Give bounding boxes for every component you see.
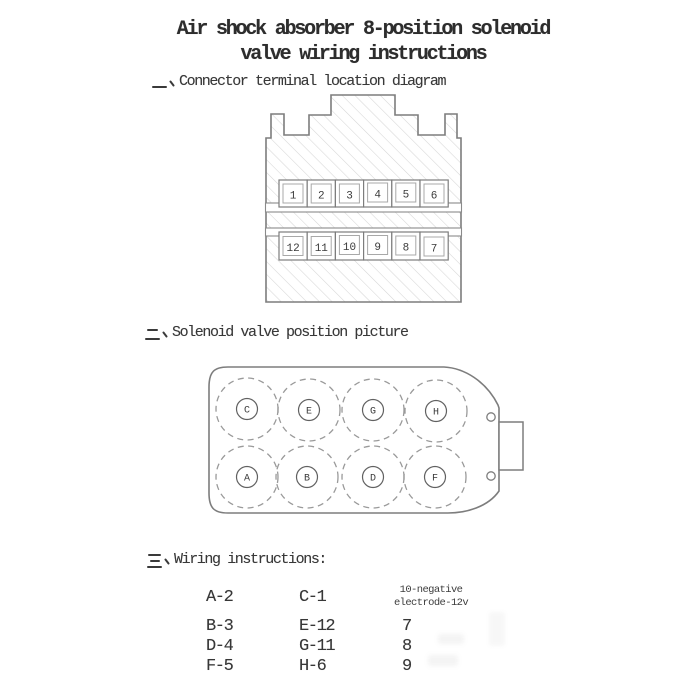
terminal-number: 11 [314,243,328,255]
section-three-heading [147,551,326,568]
terminal-number: 6 [430,190,438,203]
terminal-cell [335,232,363,260]
terminal-cell [392,180,420,207]
wiring-terminal: 8 [402,637,411,656]
wiring-pair: F-5 [206,657,233,676]
terminal-number: 5 [402,189,410,202]
valve-port-letter: G [369,406,377,418]
cjk-numeral-two-icon [145,327,160,341]
terminal-number: 9 [374,242,382,254]
terminal-number: 8 [402,242,410,255]
main-title [73,17,653,67]
mounting-hole [487,472,495,480]
terminal-number: 7 [430,243,438,256]
terminal-cell [364,232,392,260]
ideographic-comma-icon [163,554,171,568]
section-one-title: Connector terminal location diagram [179,73,446,90]
terminal-cell [420,180,448,207]
wiring-note [389,584,473,609]
terminal-number: 2 [317,190,325,203]
valve-diagram [206,363,528,518]
terminal-number: 10 [342,242,357,254]
terminal-cell [364,180,392,207]
section-three-title: Wiring instructions: [174,551,327,568]
valve-port-letter: E [305,406,313,418]
wiring-pair: G-11 [299,637,335,656]
wiring-note-line1: 10-negative [399,584,463,596]
terminal-number: 1 [289,190,297,203]
wiring-pair: C-1 [299,588,326,607]
connector-diagram [263,93,464,305]
ideographic-comma-icon [168,76,176,90]
scan-smudge [438,634,464,644]
scan-smudge [428,655,458,666]
wiring-pair: B-3 [206,617,233,636]
terminal-cell [392,232,420,260]
valve-port-letter: C [243,405,251,417]
terminal-cell [279,180,307,207]
main-title-line1: Air shock absorber 8-position solenoid [176,18,550,41]
wiring-terminal: 9 [402,657,411,676]
valve-connector-tab [499,422,523,470]
terminal-cell [420,232,448,260]
wiring-pair: H-6 [299,657,326,676]
wiring-note-line2: electrode-12v [393,596,469,609]
mounting-hole [487,413,495,421]
wiring-pair: A-2 [206,588,233,607]
terminal-number: 3 [346,190,353,203]
wiring-pair: E-12 [299,617,335,636]
main-title-line2: valve wiring instructions [240,43,486,66]
valve-port-letter: D [369,473,377,485]
terminal-cell [335,180,363,207]
valve-port-letter: B [303,473,311,485]
terminal-number: 12 [286,243,300,255]
wiring-terminal: 7 [402,617,411,636]
ideographic-comma-icon [161,327,169,341]
terminal-row-top [279,180,448,207]
valve-port-letter: H [432,407,440,419]
section-one-heading [152,73,445,90]
terminal-cell [279,232,307,260]
section-two-heading [145,324,408,341]
cjk-numeral-one-icon [152,76,167,90]
valve-port-letter: A [243,473,251,485]
wiring-pair: D-4 [206,637,233,656]
cjk-numeral-three-icon [147,554,162,568]
terminal-number: 4 [374,189,382,202]
terminal-row-bottom [279,232,448,260]
terminal-cell [307,180,335,207]
scan-smudge [489,612,505,646]
valve-port-letter: F [431,473,439,485]
section-two-title: Solenoid valve position picture [172,324,408,341]
terminal-cell [307,232,335,260]
